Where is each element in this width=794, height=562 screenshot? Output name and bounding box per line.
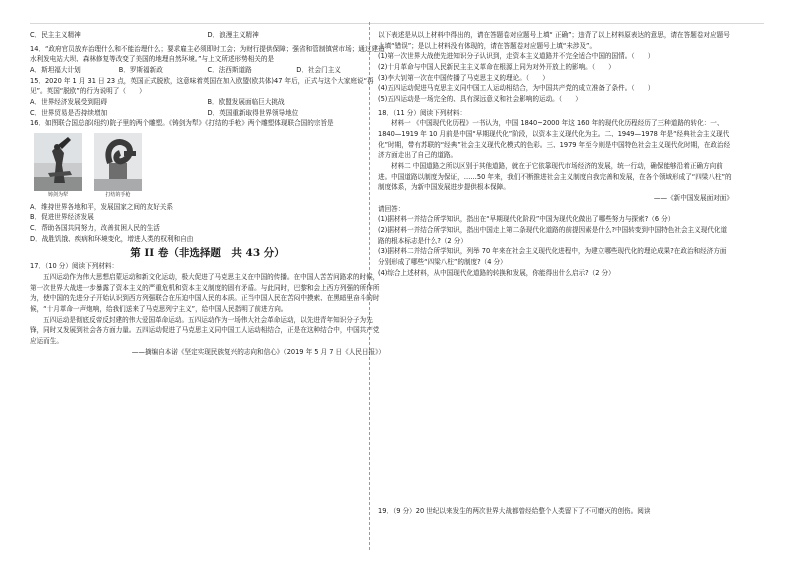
q17-paragraph-2: 五四运动是彻底反帝反封建的伟大爱国革命运动。五四运动作为一场伟大社会革命运动，以先进青年知识分子为先锋，同时又发展到社会各方面力量。五四运动促进了马克思主义同中国工人运动相结合，正是在这种结合中，中国共产党应运而生。 xyxy=(30,315,380,346)
q15-stem: 15．2020 年 1 月 31 日 23 点，英国正式脱欧，这意味着英国在加入欧盟(欧共体)47 年后，正式与这个大家庭说“再见”。英国“脱欧”的行为说明了（ ） xyxy=(30,76,374,96)
right-column xyxy=(378,30,733,278)
q16-images xyxy=(34,133,385,199)
top-rule xyxy=(30,23,764,24)
q18-stem: 18．（11 分）阅读下列材料： xyxy=(378,108,467,117)
q17-paragraph-1: 五四运动作为伟大思想启蒙运动和新文化运动，极大促进了马克思主义在中国的传播。在中国人苦苦问路求的时候，第一次世界大战进一步暴露了资本主义的严重危机和资本主义制度的固有矛盾。与此同时，巴黎和会上西方列强的所作所为，使中国的先进分子开始认识到西方列强联合在压迫中国人民的本质。正当中国人民在苦闷中摸索、在黑暗里奋斗的时候，“十月革命一声炮响，给我们送来了马克思列宁主义”，给中国人民指明了前进方向。 xyxy=(30,273,380,314)
swords-to-ploughshares-image xyxy=(34,133,82,191)
q17-intro: 以下表述是从以上材料中得出的，请在答题卷对应题号上填“ 正确”；违背了以上材料原表达的意思，请在答题卷对应题号上填“错误”；是以上材料没有体现的，请在答题卷对应题号上填“未涉及”。 xyxy=(378,31,730,50)
q17-judgment-1: (1)第一次世界大战使先进知识分子认识到，走资本主义道路并不完全适合中国的国情。（ ） xyxy=(378,52,655,61)
section-2-title: 第 II 卷（非选择题 共 43 分） xyxy=(130,247,285,260)
q19-stem: 19．（9 分）20 世纪以来发生的两次世界大战都曾经给整个人类留下了不可磨灭的创伤。阅读 xyxy=(378,507,651,515)
sculpture-knotted-gun-figure xyxy=(94,133,142,199)
sculpture-swords-figure xyxy=(34,133,82,199)
q15-option-b: B．欧盟发展面临巨大挑战 xyxy=(207,98,285,107)
q15-options-row1 xyxy=(30,97,385,108)
q18-question-2: (2)据材料一并结合所学知识，指出中国走上第二条现代化道路的前提因素是什么?中国转变到中国特色社会主义现代化道路的根本标志是什么?（2 分） xyxy=(378,226,728,245)
q17-judgment-5: (5)五四运动是一场完全的、具有深远意义和社会影响的运动。（ ） xyxy=(378,95,582,104)
q17-judgment-2: (2)十月革命与中国人民新民主主义革命在根源上同为对外开放上的影响。（ ） xyxy=(378,63,615,72)
q18-question-3: (3)据材料二并结合所学知识，列举 70 年来在社会主义现代化进程中，为建立哪些现代化的理论成果?在政治和经济方面分别形成了哪些“四梁八柱”的制度?（4 分） xyxy=(378,247,727,267)
q14-stem: 14．“政府官员放弃治理什么和不能治理什么；要求雇主必须即时工会；为财行提供保障；强省和管制镇营市场；通过建造水利发电站大坝、森林修复等改变了美国的地理自然环境。”与上文所述形势相关的是 xyxy=(30,44,385,64)
q17-judgment-3: (3)李大钊第一次在中国传播了马克思主义的理论。（ ） xyxy=(378,73,549,82)
q17-judgment-4: (4)五四运动促进马克思主义同中国工人运动相结合，为中国共产党的成立准备了条件。（ ） xyxy=(378,84,655,93)
q15-options-row2 xyxy=(30,108,385,119)
q15-option-c: C．世界贸易是否持续增加 xyxy=(30,108,108,117)
q18-ask: 请回答： xyxy=(378,204,405,213)
q14-option-c: C．法西斯道路 xyxy=(207,66,252,75)
q17-stem: 17．（10 分）阅读下列材料： xyxy=(30,262,119,271)
q13-options xyxy=(30,30,385,41)
left-column xyxy=(30,30,385,357)
q16-option-a: A．维持世界各地和平，发展国家之间的友好关系 xyxy=(30,202,173,211)
q16-stem: 16．如图联合国总部(纽约)院子里的两个雕塑。《铸剑为犁》《打结的手枪》两个雕塑体现联合国的宗旨是 xyxy=(30,119,334,128)
q16-option-c: C．帮助各国共同努力，改善贫困人民的生活 xyxy=(30,223,160,232)
q18-question-4: (4)综合上述材料，从中国现代化道路的转换和发展，你能得出什么启示?（2 分） xyxy=(378,268,615,277)
q14-option-a: A．斯坦福大计划 xyxy=(30,66,81,75)
q15-option-a: A．世界经济发展受到阻碍 xyxy=(30,98,108,107)
q13-option-d: D．浪漫主义精神 xyxy=(207,31,259,39)
q16-option-b: B．促进世界经济发展 xyxy=(30,213,94,222)
q14-options-row1 xyxy=(30,65,385,76)
q18-question-1: (1)据材料一并结合所学知识，指出在“早期现代化阶段”中国为现代化做出了哪些努力与探索?（6 分） xyxy=(378,215,675,224)
q19-block xyxy=(378,506,733,517)
knotted-gun-image xyxy=(94,133,142,191)
q16-option-d: D．战胜饥饿、疾病和环境变化，增进人类的权利和自由 xyxy=(30,234,194,243)
q18-source: ——《新中国发展面对面》 xyxy=(653,194,733,203)
q15-option-d: D．英国重新取得世界领导地位 xyxy=(207,108,299,117)
q14-option-b: B．罗斯福新政 xyxy=(118,66,163,75)
image2-caption: 打结的手枪 xyxy=(105,192,131,199)
q13-option-c: C．民主主义精神 xyxy=(30,31,81,39)
q18-material-2: 材料二 中国道路之所以区别于其他道路，就在于它依靠现代市场经济的发展，统一行动，确保能够沿着正确方向前进。中国道路以制度为保证，……50 年来，我们不断推进社会主义制度自我完善和发展，在各个领域形成了“四梁八柱”的制度体系，为新中国发展进步提供根本保障。 xyxy=(378,162,732,192)
q17-source: ——摘编自本诺《坚定实现民族复兴的志向和信心》（2019 年 5 月 7 日《人民日报》） xyxy=(131,347,385,356)
q18-material-1: 材料一 《中国现代化历程》一书认为，中国 1840~2000 年这 160 年的现代化历程经历了三种道路的转化：一、1840—1919 年 10 月前是中国“早期现代化”阶段，以资本主义现代化为主。二、1949—1978 年是“经典社会主义现代化”时期，带有苏联的“经典”社会主义现代化模式的色彩。三、1979 年至今则是中国特色社会主义现代化时期，在政治经济方面走出了自己的道路。 xyxy=(378,119,731,160)
image1-caption: 铸剑为犁 xyxy=(47,192,68,199)
q14-option-d: D．社会门主义 xyxy=(296,66,341,75)
